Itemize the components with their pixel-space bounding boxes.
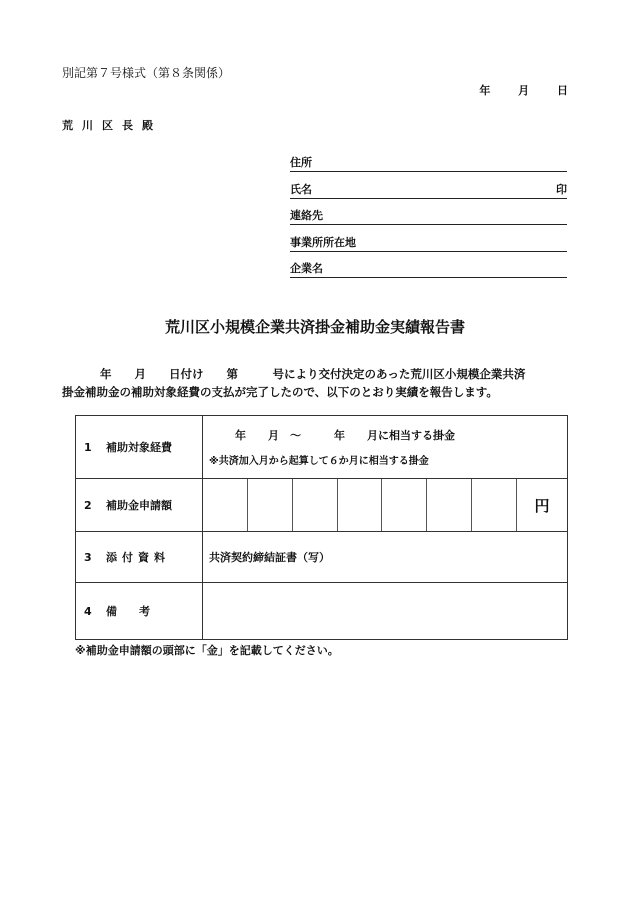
target-period-note: ※共済加入月から起算して６か月に相当する掛金 [209,456,429,467]
attachments-cell[interactable] [203,532,568,583]
amount-digit-box[interactable] [203,479,248,531]
contact-field[interactable] [290,211,567,225]
addressee: 荒川区長殿 [62,119,162,132]
body-text-line-1: 年 月 日付け 第 号により交付決定のあった荒川区小規模企業共済 [100,367,526,381]
office-location-field[interactable] [290,238,567,252]
item-number: 2 [84,499,92,512]
date-day-field[interactable] [533,84,557,97]
seal-mark: 印 [556,183,567,196]
office-location-label: 事業所所在地 [290,236,356,249]
target-expense-cell[interactable] [203,416,568,479]
date-month-field[interactable] [494,84,518,97]
amount-digit-grid [203,479,567,531]
target-period-text: 年 月 ～ 年 月に相当する掛金 [235,429,455,442]
item-label-cell [76,479,203,532]
item-label: 補助金申請額 [106,499,172,512]
name-label: 氏名 [290,183,312,196]
table-row [76,532,568,583]
yen-unit: 円 [534,496,550,515]
amount-digit-box[interactable] [382,479,427,531]
form-code: 別記第７号様式（第８条関係） [62,66,231,80]
item-label: 備 考 [106,605,150,618]
amount-digit-box[interactable] [248,479,293,531]
date-day-label: 日 [557,84,568,97]
amount-cell [203,479,568,532]
amount-digit-box[interactable] [293,479,338,531]
item-number: 3 [84,551,92,564]
item-label: 補助対象経費 [106,441,172,454]
company-name-label: 企業名 [290,262,323,275]
remarks-cell[interactable] [203,583,568,640]
address-field[interactable] [290,158,567,172]
item-number: 4 [84,605,92,618]
item-label: 添付資料 [106,551,170,564]
address-label: 住所 [290,156,312,169]
report-date [453,82,568,98]
name-field[interactable] [290,185,567,199]
amount-digit-box[interactable] [427,479,472,531]
table-row [76,479,568,532]
table-row [76,416,568,479]
amount-digit-box[interactable] [472,479,517,531]
date-month-label: 月 [518,84,530,97]
report-table [75,415,568,640]
item-label-cell [76,416,203,479]
footnote: ※補助金申請額の頭部に「金」を記載してください。 [75,644,339,657]
date-year-field[interactable] [453,84,479,97]
contact-label: 連絡先 [290,209,323,222]
body-text-line-2: 掛金補助金の補助対象経費の支払が完了したので、以下のとおり実績を報告します。 [62,385,498,399]
company-name-field[interactable] [290,264,567,278]
amount-digit-box[interactable] [338,479,383,531]
attachment-text: 共済契約締結証書（写） [209,551,330,564]
item-number: 1 [84,441,92,454]
document-title: 荒川区小規模企業共済掛金補助金実績報告書 [164,318,465,336]
item-label-cell [76,583,203,640]
table-row [76,583,568,640]
item-label-cell [76,532,203,583]
date-year-label: 年 [479,84,491,97]
